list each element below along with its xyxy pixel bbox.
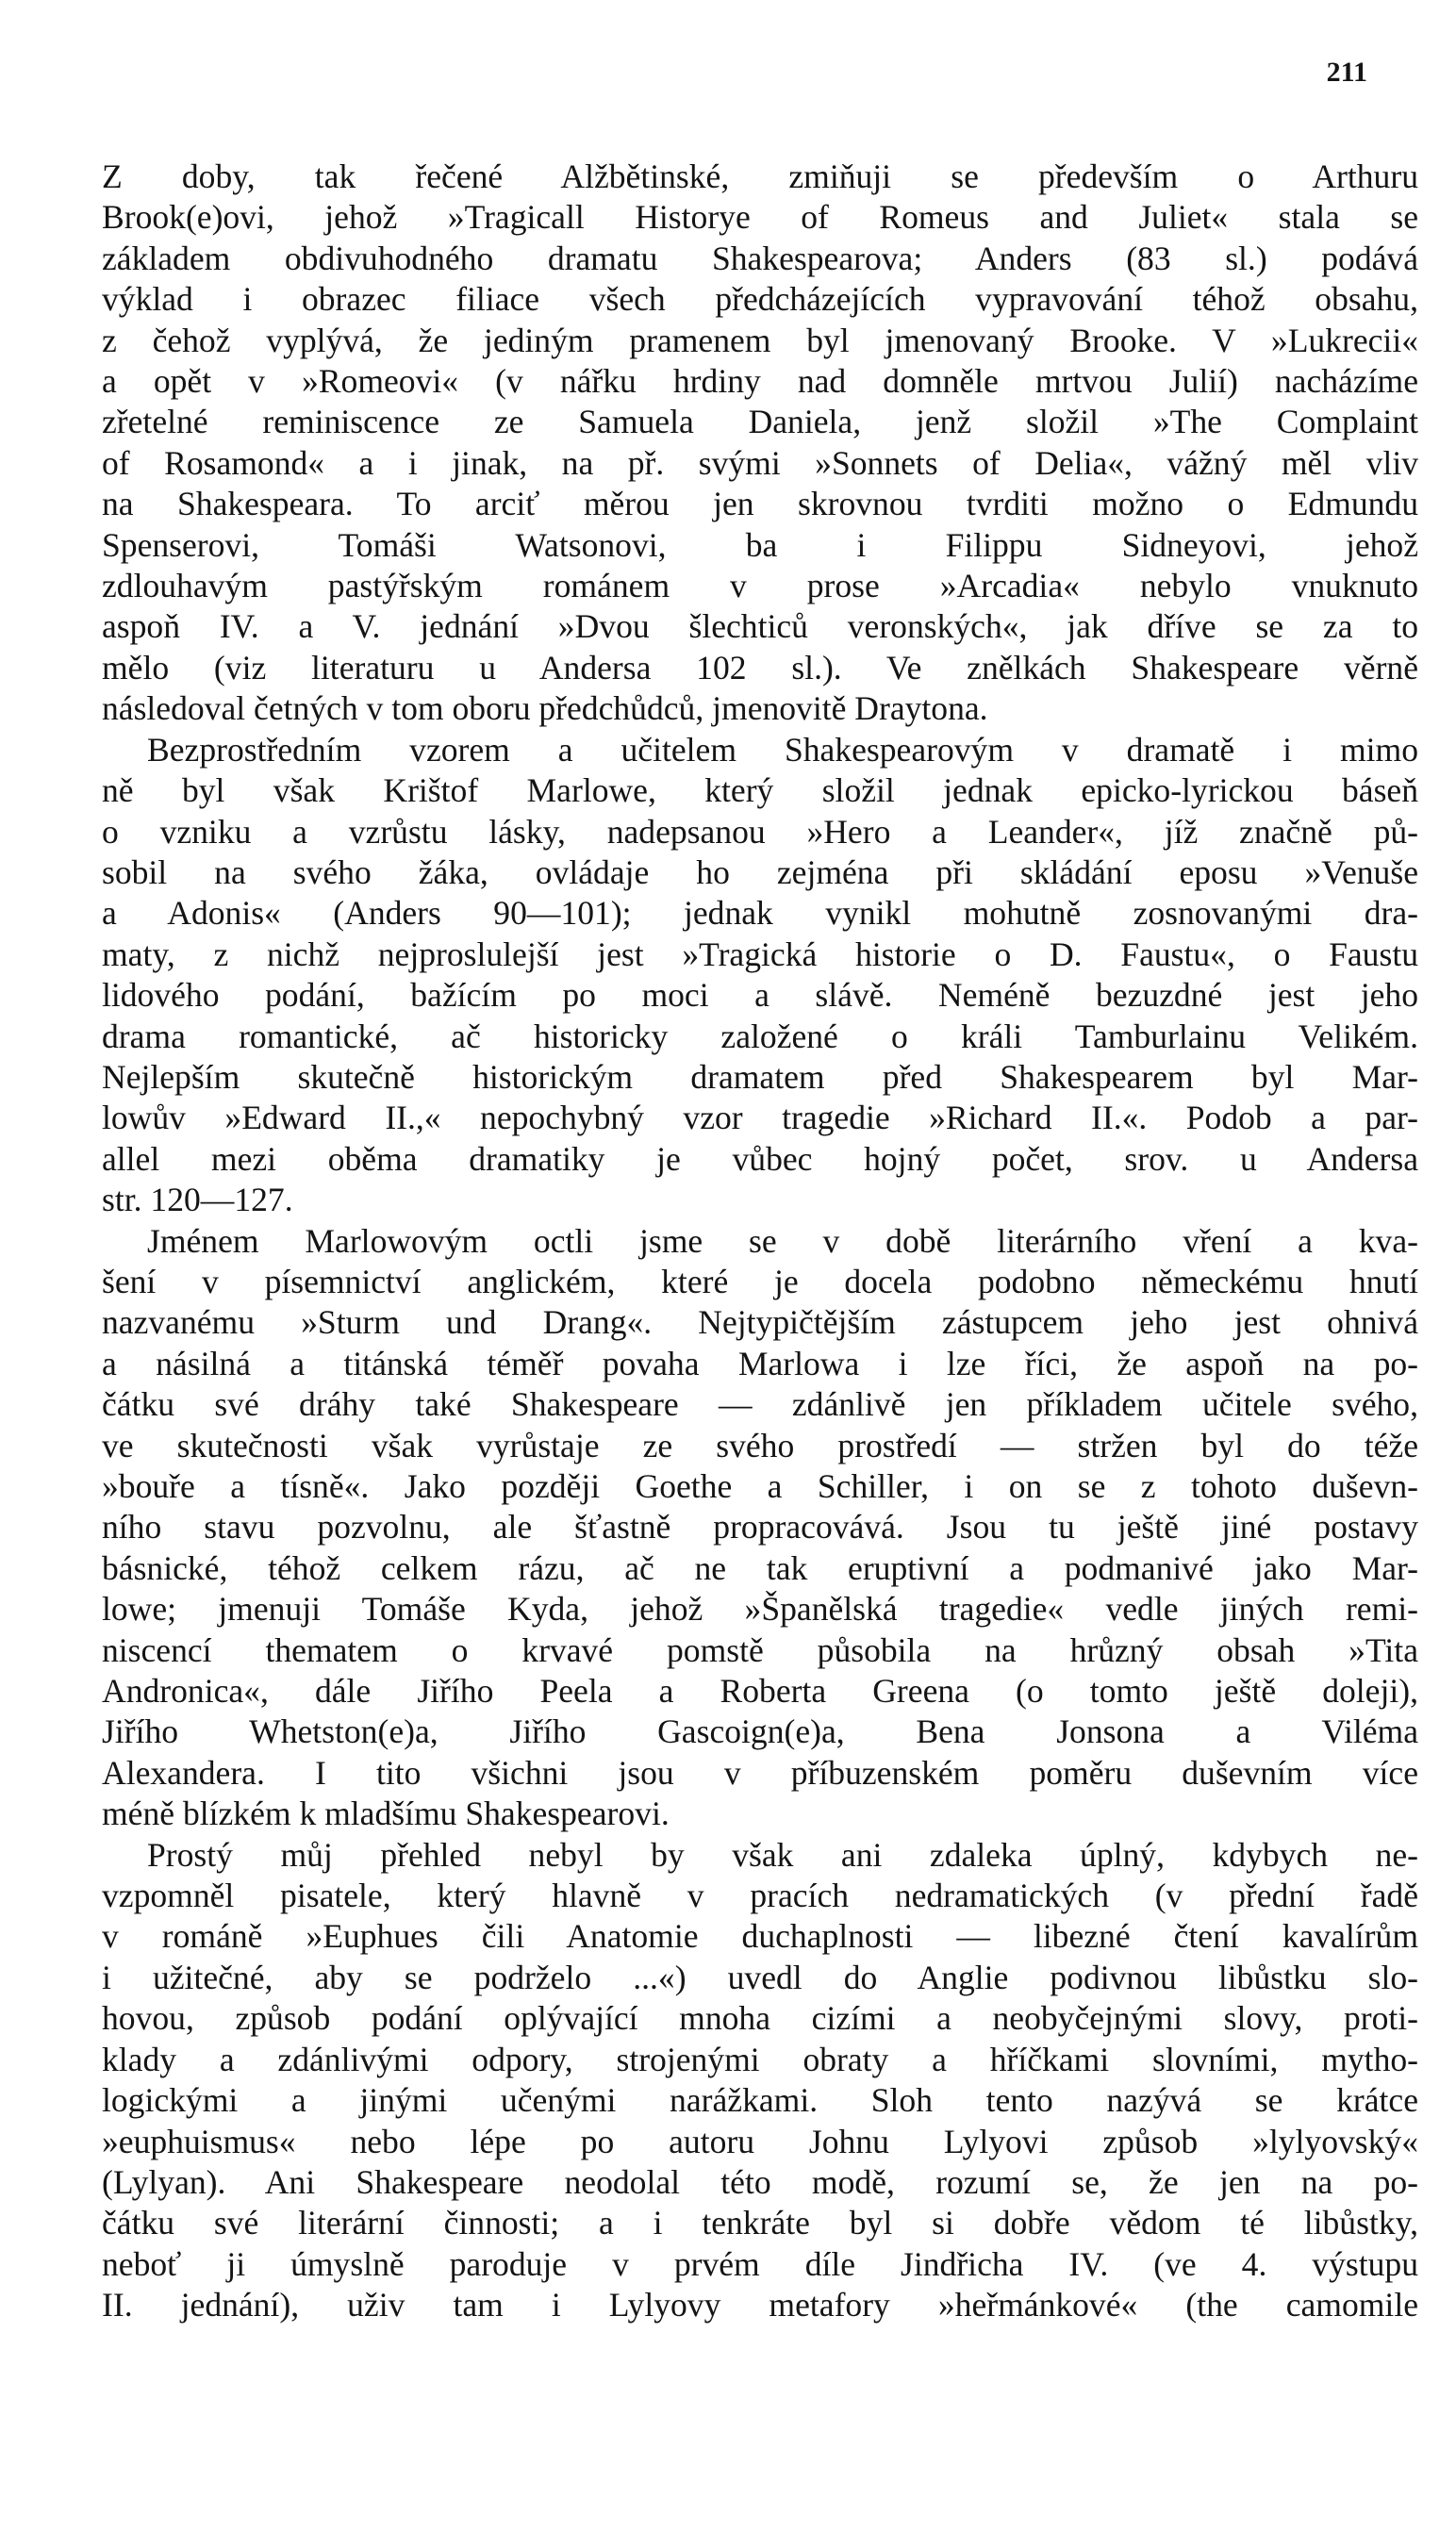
text-line: »euphuismus« nebo lépe po autoru Johnu Lylyovi způsob »lylyovský«: [102, 2122, 1418, 2160]
text-line: čátku své literární činnosti; a i tenkráte byl si dobře vědom té libůstky,: [102, 2204, 1418, 2242]
text-line: (Lylyan). Ani Shakespeare neodolal této modě, rozumí se, že jen na po-: [102, 2162, 1418, 2201]
text-line: základem obdivuhodného dramatu Shakespearova; Anders (83 sl.) podává: [102, 239, 1418, 277]
page-number: 211: [1326, 57, 1367, 88]
paragraph-3: [102, 1221, 1418, 1835]
text-line: Prostý můj přehled nebyl by však ani zdaleka úplný, kdybych ne-: [147, 1835, 1418, 1874]
text-line: of Rosamond« a i jinak, na př. svými »Sonnets of Delia«, vážný měl vliv: [102, 443, 1418, 482]
text-line: drama romantické, ač historicky založené o králi Tamburlainu Velikém.: [102, 1017, 1418, 1055]
text-line: Z doby, tak řečené Alžbětinské, zmiňuji se především o Arthuru: [102, 157, 1418, 195]
text-line: šení v písemnictví anglickém, které je docela podobno německému hnutí: [102, 1262, 1418, 1300]
text-line: básnické, téhož celkem rázu, ač ne tak eruptivní a podmanivé jako Mar-: [102, 1548, 1418, 1587]
text-line: na Shakespeara. To arciť měrou jen skrovnou tvrditi možno o Edmundu: [102, 485, 1418, 523]
text-line: lowův »Edward II.,« nepochybný vzor tragedie »Richard II.«. Podob a par-: [102, 1099, 1418, 1137]
text-line: allel mezi oběma dramatiky je vůbec hojný počet, srov. u Andersa: [102, 1139, 1418, 1178]
text-line: vzpomněl pisatele, který hlavně v pracích nedramatických (v přední řadě: [102, 1877, 1418, 1915]
text-line: Nejlepším skutečně historickým dramatem před Shakespearem byl Mar-: [102, 1057, 1418, 1096]
paragraph-4: [102, 1835, 1418, 2326]
text-line: a opět v »Romeovi« (v nářku hrdiny nad domněle mrtvou Julií) nacházíme: [102, 362, 1418, 401]
text-line: o vzniku a vzrůstu lásky, nadepsanou »Hero a Leander«, jíž značně pů-: [102, 812, 1418, 851]
text-line: aspoň IV. a V. jednání »Dvou šlechticů veronských«, jak dříve se za to: [102, 607, 1418, 646]
text-line: zřetelné reminiscence ze Samuela Daniela, jenž složil »The Complaint: [102, 403, 1418, 441]
text-line: Alexandera. I tito všichni jsou v příbuzenském poměru duševním více: [102, 1753, 1418, 1792]
text-line: sobil na svého žáka, ovládaje ho zejména při skládání eposu »Venuše: [102, 852, 1418, 891]
text-line: lidového podání, bažícím po moci a slávě. Neméně bezuzdné jest jeho: [102, 976, 1418, 1015]
text-line: ního stavu pozvolnu, ale šťastně propracovává. Jsou tu ještě jiné postavy: [102, 1508, 1418, 1547]
body-text: [102, 157, 1418, 2326]
paragraph-2: [102, 730, 1418, 1221]
text-line: klady a zdánlivými odpory, strojenými obraty a hříčkami slovními, mytho-: [102, 2040, 1418, 2078]
text-line: čátku své dráhy také Shakespeare — zdánlivě jen příkladem učitele svého,: [102, 1385, 1418, 1424]
text-line: maty, z nichž nejproslulejší jest »Tragická historie o D. Faustu«, o Faustu: [102, 935, 1418, 973]
text-line: následoval četných v tom oboru předchůdců, jmenovitě Draytona.: [102, 689, 988, 728]
text-line: nazvanému »Sturm und Drang«. Nejtypičtějším zástupcem jeho jest ohnivá: [102, 1303, 1418, 1342]
text-line: Jiřího Whetston(e)a, Jiřího Gascoign(e)a, Bena Jonsona a Viléma: [102, 1712, 1418, 1751]
paragraph-1: [102, 157, 1418, 730]
text-line: Bezprostředním vzorem a učitelem Shakespearovým v dramatě i mimo: [147, 730, 1418, 769]
text-line: v románě »Euphues čili Anatomie duchaplnosti — libezné čtení kavalírům: [102, 1917, 1418, 1956]
text-line: str. 120—127.: [102, 1181, 293, 1219]
text-line: Jménem Marlowovým octli jsme se v době literárního vření a kva-: [147, 1221, 1418, 1260]
text-line: Andronica«, dále Jiřího Peela a Roberta Greena (o tomto ještě doleji),: [102, 1672, 1418, 1711]
text-line: z čehož vyplývá, že jediným pramenem byl jmenovaný Brooke. V »Lukrecii«: [102, 321, 1418, 359]
text-line: II. jednání), uživ tam i Lylyovy metafory »heřmánkové« (the camomile: [102, 2286, 1418, 2324]
text-line: logickými a jinými učenými narážkami. Sloh tento nazývá se krátce: [102, 2081, 1418, 2120]
text-line: Brook(e)ovi, jehož »Tragicall Historye of Romeus and Juliet« stala se: [102, 198, 1418, 237]
text-line: hovou, způsob podání oplývající mnoha cizími a neobyčejnými slovy, proti-: [102, 1999, 1418, 2038]
text-line: i užitečné, aby se podrželo ...«) uvedl do Anglie podivnou libůstku slo-: [102, 1958, 1418, 1996]
text-line: ně byl však Krištof Marlowe, který složil jednak epicko-lyrickou báseň: [102, 771, 1418, 810]
text-line: lowe; jmenuji Tomáše Kyda, jehož »Španělská tragedie« vedle jiných remi-: [102, 1590, 1418, 1629]
text-line: »bouře a tísně«. Jako později Goethe a Schiller, i on se z tohoto duševn-: [102, 1467, 1418, 1505]
text-line: ve skutečnosti však vyrůstaje ze svého prostředí — stržen byl do téže: [102, 1426, 1418, 1464]
text-line: a Adonis« (Anders 90—101); jednak vynikl mohutně zosnovanými dra-: [102, 894, 1418, 933]
text-line: a násilná a titánská téměř povaha Marlowa i lze říci, že aspoň na po-: [102, 1344, 1418, 1382]
text-line: Spenserovi, Tomáši Watsonovi, ba i Filippu Sidneyovi, jehož: [102, 525, 1418, 564]
text-line: neboť ji úmyslně paroduje v prvém díle Jindřicha IV. (ve 4. výstupu: [102, 2244, 1418, 2283]
text-line: niscencí thematem o krvavé pomstě působila na hrůzný obsah »Tita: [102, 1630, 1418, 1669]
text-line: výklad i obrazec filiace všech předcházejících vypravování téhož obsahu,: [102, 280, 1418, 319]
text-line: zdlouhavým pastýřským románem v prose »Arcadia« nebylo vnuknuto: [102, 567, 1418, 605]
text-line: méně blízkém k mladšímu Shakespearovi.: [102, 1795, 670, 1833]
text-line: mělo (viz literaturu u Andersa 102 sl.). Ve znělkách Shakespeare věrně: [102, 648, 1418, 687]
